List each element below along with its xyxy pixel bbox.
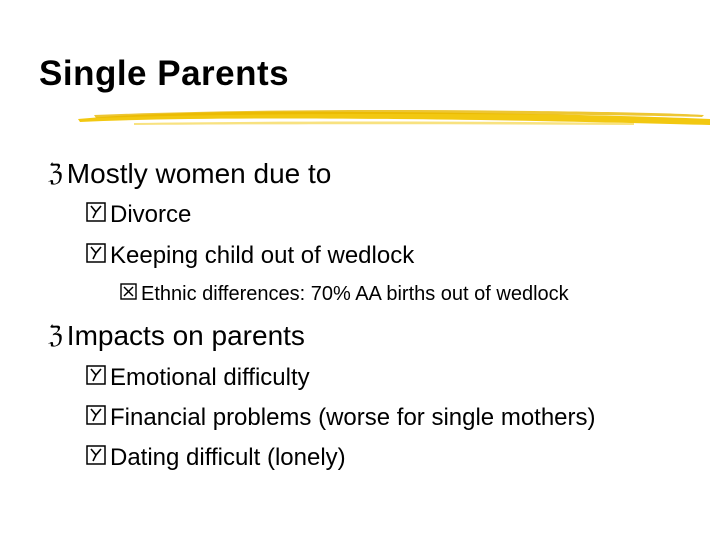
list-item: Divorce (86, 202, 191, 227)
z-bullet-icon: ℨ (48, 320, 63, 349)
list-item: ℨ Impacts on parents (48, 319, 305, 351)
checkbox-y-icon (86, 243, 106, 268)
list-item: Dating difficult (lonely) (86, 445, 346, 470)
slide-title: Single Parents (39, 54, 290, 93)
list-item: Ethnic differences: 70% AA births out of wedlock (120, 283, 569, 304)
z-bullet-icon: ℨ (48, 158, 63, 187)
list-item: ℨ Mostly women due to (48, 157, 332, 189)
checkbox-y-icon (86, 445, 106, 470)
list-item: Emotional difficulty (86, 365, 310, 390)
list-item: Financial problems (worse for single mothers) (86, 405, 596, 430)
checkbox-y-icon (86, 405, 106, 430)
title-underline (74, 103, 714, 129)
list-item: Keeping child out of wedlock (86, 243, 414, 268)
checkbox-y-icon (86, 202, 106, 227)
checkbox-y-icon (86, 365, 106, 390)
checkbox-x-icon (120, 283, 137, 304)
